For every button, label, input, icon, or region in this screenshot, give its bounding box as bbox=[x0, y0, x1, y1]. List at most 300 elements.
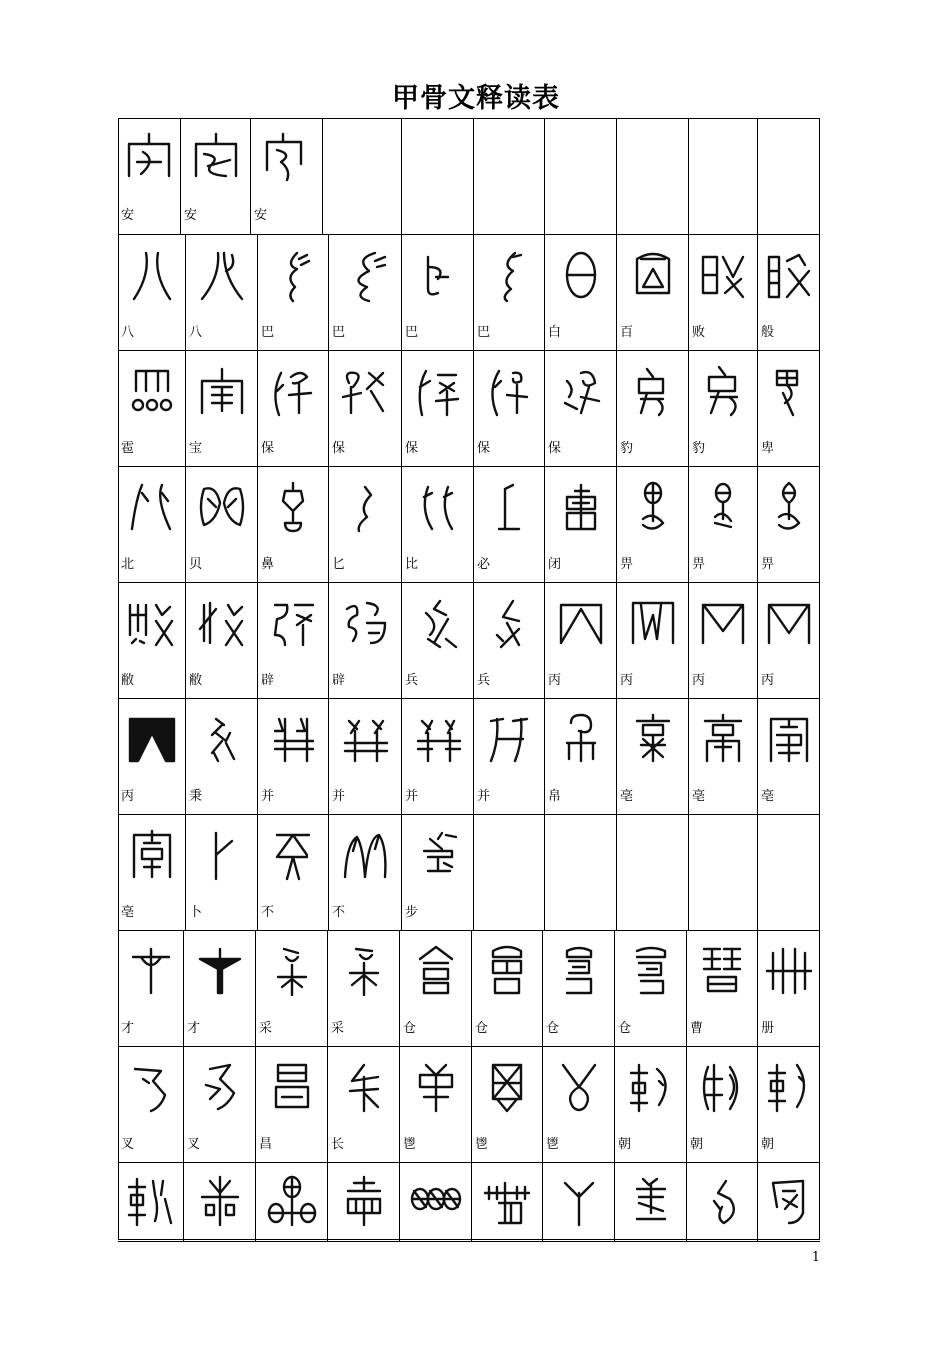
glyph-drawing bbox=[412, 594, 464, 652]
glyph-drawing bbox=[126, 246, 178, 304]
glyph-drawing bbox=[126, 362, 178, 420]
character-cell bbox=[258, 351, 329, 467]
character-label: 巴 bbox=[332, 325, 346, 340]
oracle-bone-glyph bbox=[689, 477, 757, 537]
glyph-drawing bbox=[126, 594, 178, 652]
glyph-drawing bbox=[194, 1172, 246, 1230]
character-cell bbox=[474, 699, 545, 815]
character-cell bbox=[758, 235, 820, 351]
oracle-bone-glyph bbox=[258, 709, 328, 769]
oracle-bone-glyph bbox=[400, 1171, 471, 1231]
table-row bbox=[118, 930, 820, 1047]
glyph-drawing bbox=[555, 478, 607, 536]
glyph-drawing bbox=[625, 942, 677, 1000]
table-row bbox=[118, 350, 820, 467]
glyph-drawing bbox=[267, 246, 319, 304]
character-cell bbox=[545, 351, 617, 467]
glyph-drawing bbox=[339, 362, 391, 420]
character-cell bbox=[186, 583, 258, 699]
character-cell bbox=[186, 235, 258, 351]
character-cell bbox=[400, 1163, 472, 1241]
character-label: 亳 bbox=[692, 789, 706, 804]
table-row bbox=[118, 698, 820, 815]
character-cell bbox=[181, 118, 251, 234]
glyph-drawing bbox=[194, 1058, 246, 1116]
oracle-bone-glyph bbox=[472, 1171, 542, 1231]
oracle-bone-glyph bbox=[617, 477, 688, 537]
oracle-bone-glyph bbox=[118, 593, 185, 653]
oracle-bone-glyph bbox=[329, 709, 401, 769]
character-label: 巴 bbox=[405, 325, 419, 340]
oracle-bone-glyph bbox=[258, 245, 328, 305]
glyph-drawing bbox=[196, 594, 248, 652]
character-label: 朝 bbox=[690, 1137, 704, 1152]
oracle-bone-glyph bbox=[118, 709, 185, 769]
character-label: 豹 bbox=[620, 441, 634, 456]
glyph-drawing bbox=[555, 246, 607, 304]
character-cell bbox=[251, 118, 323, 234]
character-cell bbox=[402, 815, 474, 931]
oracle-bone-glyph bbox=[256, 1171, 327, 1231]
character-cell bbox=[474, 583, 545, 699]
character-cell bbox=[472, 1047, 543, 1163]
character-label: 鼻 bbox=[261, 557, 275, 572]
character-cell bbox=[402, 699, 474, 815]
glyph-drawing bbox=[627, 362, 679, 420]
character-cell bbox=[617, 235, 689, 351]
character-cell bbox=[543, 931, 615, 1047]
glyph-drawing bbox=[555, 594, 607, 652]
character-label: 畀 bbox=[692, 557, 706, 572]
oracle-bone-glyph bbox=[186, 361, 257, 421]
glyph-drawing bbox=[261, 129, 313, 187]
table-row bbox=[118, 582, 820, 699]
glyph-drawing bbox=[190, 129, 242, 187]
glyph-drawing bbox=[627, 710, 679, 768]
oracle-bone-glyph bbox=[118, 1171, 183, 1231]
table-row bbox=[118, 234, 820, 351]
character-label: 仓 bbox=[618, 1021, 632, 1036]
character-label: 并 bbox=[261, 789, 275, 804]
oracle-bone-glyph bbox=[545, 245, 616, 305]
oracle-bone-glyph bbox=[543, 1171, 614, 1231]
character-cell bbox=[545, 699, 617, 815]
character-cell bbox=[545, 118, 617, 234]
oracle-bone-glyph bbox=[118, 1057, 183, 1117]
character-cell bbox=[689, 815, 758, 931]
oracle-bone-glyph bbox=[472, 941, 542, 1001]
character-label: 贝 bbox=[189, 557, 203, 572]
glyph-drawing bbox=[625, 1172, 677, 1230]
oracle-bone-glyph bbox=[186, 593, 257, 653]
character-cell bbox=[687, 1163, 758, 1241]
character-cell bbox=[689, 118, 758, 234]
character-cell bbox=[689, 583, 758, 699]
character-label: 八 bbox=[189, 325, 203, 340]
character-label: 辟 bbox=[261, 673, 275, 688]
glyph-drawing bbox=[338, 1172, 390, 1230]
oracle-bone-glyph bbox=[474, 361, 544, 421]
oracle-bone-glyph bbox=[615, 1171, 686, 1231]
character-cell bbox=[758, 583, 820, 699]
glyph-drawing bbox=[763, 710, 815, 768]
glyph-drawing bbox=[196, 710, 248, 768]
character-cell bbox=[689, 351, 758, 467]
character-label: 步 bbox=[405, 905, 419, 920]
glyph-drawing bbox=[763, 594, 815, 652]
character-label: 八 bbox=[121, 325, 135, 340]
character-cell bbox=[118, 1047, 184, 1163]
character-label: 鬯 bbox=[403, 1137, 417, 1152]
character-cell bbox=[758, 699, 820, 815]
character-label: 畀 bbox=[620, 557, 634, 572]
oracle-bone-glyph bbox=[256, 1057, 327, 1117]
character-cell bbox=[402, 351, 474, 467]
character-cell bbox=[184, 931, 256, 1047]
oracle-bone-glyph bbox=[545, 593, 616, 653]
glyph-drawing bbox=[553, 1058, 605, 1116]
character-label: 鬯 bbox=[546, 1137, 560, 1152]
glyph-drawing bbox=[697, 246, 749, 304]
glyph-drawing bbox=[196, 826, 248, 884]
glyph-drawing bbox=[763, 246, 815, 304]
character-label: 辟 bbox=[332, 673, 346, 688]
glyph-drawing bbox=[412, 826, 464, 884]
character-label: 保 bbox=[477, 441, 491, 456]
character-cell bbox=[615, 931, 687, 1047]
character-cell bbox=[617, 815, 689, 931]
character-cell bbox=[402, 583, 474, 699]
character-cell bbox=[545, 583, 617, 699]
oracle-bone-table bbox=[118, 118, 820, 1240]
character-label: 长 bbox=[331, 1137, 345, 1152]
oracle-bone-glyph bbox=[545, 477, 616, 537]
character-label: 保 bbox=[405, 441, 419, 456]
oracle-bone-glyph bbox=[256, 941, 327, 1001]
oracle-bone-glyph bbox=[251, 128, 322, 188]
character-cell bbox=[118, 235, 186, 351]
glyph-drawing bbox=[553, 1172, 605, 1230]
character-label: 不 bbox=[332, 905, 346, 920]
character-label: 并 bbox=[477, 789, 491, 804]
character-cell bbox=[329, 583, 402, 699]
character-cell bbox=[258, 235, 329, 351]
glyph-drawing bbox=[483, 362, 535, 420]
glyph-drawing bbox=[763, 362, 815, 420]
glyph-drawing bbox=[763, 1172, 815, 1230]
oracle-bone-glyph bbox=[472, 1057, 542, 1117]
glyph-drawing bbox=[483, 710, 535, 768]
glyph-drawing bbox=[412, 478, 464, 536]
oracle-bone-glyph bbox=[329, 361, 401, 421]
oracle-bone-glyph bbox=[118, 477, 185, 537]
table-row bbox=[118, 466, 820, 583]
character-label: 兵 bbox=[405, 673, 419, 688]
character-cell bbox=[186, 815, 258, 931]
oracle-bone-glyph bbox=[402, 361, 473, 421]
character-cell bbox=[186, 467, 258, 583]
oracle-bone-glyph bbox=[689, 709, 757, 769]
character-cell bbox=[118, 467, 186, 583]
character-label: 帛 bbox=[548, 789, 562, 804]
oracle-bone-glyph bbox=[329, 593, 401, 653]
character-cell bbox=[118, 351, 186, 467]
glyph-drawing bbox=[410, 942, 462, 1000]
page-title: 甲骨文释读表 bbox=[392, 83, 560, 114]
oracle-bone-glyph bbox=[402, 477, 473, 537]
character-label: 不 bbox=[261, 905, 275, 920]
character-cell bbox=[118, 583, 186, 699]
oracle-bone-glyph bbox=[402, 709, 473, 769]
oracle-bone-glyph bbox=[758, 1171, 820, 1231]
oracle-bone-glyph bbox=[474, 245, 544, 305]
glyph-drawing bbox=[338, 942, 390, 1000]
oracle-bone-glyph bbox=[186, 825, 257, 885]
glyph-drawing bbox=[481, 942, 533, 1000]
glyph-drawing bbox=[339, 594, 391, 652]
oracle-bone-glyph bbox=[328, 1057, 399, 1117]
glyph-drawing bbox=[123, 129, 175, 187]
glyph-drawing bbox=[410, 1172, 462, 1230]
oracle-bone-glyph bbox=[184, 1171, 255, 1231]
table-row bbox=[118, 814, 820, 931]
oracle-bone-glyph bbox=[617, 709, 688, 769]
character-cell bbox=[474, 118, 545, 234]
oracle-bone-glyph bbox=[543, 941, 614, 1001]
oracle-bone-glyph bbox=[474, 709, 544, 769]
oracle-bone-glyph bbox=[258, 477, 328, 537]
character-label: 亳 bbox=[121, 905, 135, 920]
character-cell bbox=[472, 931, 543, 1047]
oracle-bone-glyph bbox=[758, 593, 820, 653]
character-label: 鬯 bbox=[475, 1137, 489, 1152]
oracle-bone-glyph bbox=[118, 128, 180, 188]
glyph-drawing bbox=[339, 246, 391, 304]
character-label: 雹 bbox=[121, 441, 135, 456]
character-label: 巴 bbox=[477, 325, 491, 340]
table-row bbox=[118, 1046, 820, 1163]
character-label: 匕 bbox=[332, 557, 346, 572]
page-number: 1 bbox=[811, 1250, 820, 1265]
oracle-bone-glyph bbox=[258, 593, 328, 653]
oracle-bone-glyph bbox=[402, 593, 473, 653]
character-label: 并 bbox=[332, 789, 346, 804]
glyph-drawing bbox=[196, 362, 248, 420]
character-cell bbox=[543, 1047, 615, 1163]
character-label: 敝 bbox=[189, 673, 203, 688]
glyph-drawing bbox=[697, 362, 749, 420]
character-label: 保 bbox=[548, 441, 562, 456]
character-cell bbox=[328, 931, 400, 1047]
oracle-bone-glyph bbox=[329, 477, 401, 537]
glyph-drawing bbox=[125, 1058, 177, 1116]
character-label: 仓 bbox=[475, 1021, 489, 1036]
glyph-drawing bbox=[125, 942, 177, 1000]
oracle-bone-glyph bbox=[689, 361, 757, 421]
character-label: 亳 bbox=[761, 789, 775, 804]
glyph-drawing bbox=[763, 478, 815, 536]
character-cell bbox=[545, 467, 617, 583]
glyph-drawing bbox=[267, 710, 319, 768]
oracle-bone-glyph bbox=[617, 361, 688, 421]
character-label: 亳 bbox=[620, 789, 634, 804]
table-row bbox=[118, 118, 820, 234]
character-label: 叉 bbox=[187, 1137, 201, 1152]
character-cell bbox=[474, 815, 545, 931]
character-label: 仓 bbox=[403, 1021, 417, 1036]
oracle-bone-glyph bbox=[186, 709, 257, 769]
character-cell bbox=[328, 1163, 400, 1241]
character-cell bbox=[758, 467, 820, 583]
oracle-bone-glyph bbox=[329, 825, 401, 885]
character-label: 巴 bbox=[261, 325, 275, 340]
oracle-bone-glyph bbox=[687, 1057, 757, 1117]
character-cell bbox=[474, 235, 545, 351]
character-cell bbox=[615, 1163, 687, 1241]
character-cell bbox=[323, 118, 402, 234]
character-label: 丙 bbox=[692, 673, 706, 688]
glyph-drawing bbox=[763, 942, 815, 1000]
oracle-bone-glyph bbox=[186, 245, 257, 305]
character-label: 白 bbox=[548, 325, 562, 340]
character-cell bbox=[687, 931, 758, 1047]
glyph-drawing bbox=[412, 362, 464, 420]
character-label: 丙 bbox=[761, 673, 775, 688]
character-cell bbox=[258, 467, 329, 583]
character-label: 宝 bbox=[189, 441, 203, 456]
oracle-bone-glyph bbox=[687, 941, 757, 1001]
glyph-drawing bbox=[555, 362, 607, 420]
character-cell bbox=[329, 351, 402, 467]
character-label: 敝 bbox=[121, 673, 135, 688]
character-cell bbox=[758, 1163, 820, 1241]
oracle-bone-glyph bbox=[118, 825, 185, 885]
character-label: 闭 bbox=[548, 557, 562, 572]
glyph-drawing bbox=[339, 710, 391, 768]
oracle-bone-glyph bbox=[617, 245, 688, 305]
character-label: 比 bbox=[405, 557, 419, 572]
character-label: 仓 bbox=[546, 1021, 560, 1036]
character-label: 保 bbox=[332, 441, 346, 456]
glyph-drawing bbox=[196, 478, 248, 536]
glyph-drawing bbox=[338, 1058, 390, 1116]
character-cell bbox=[474, 467, 545, 583]
glyph-drawing bbox=[126, 710, 178, 768]
character-cell bbox=[402, 118, 474, 234]
character-label: 朝 bbox=[761, 1137, 775, 1152]
character-cell bbox=[118, 931, 184, 1047]
oracle-bone-glyph bbox=[758, 361, 820, 421]
glyph-drawing bbox=[126, 826, 178, 884]
oracle-bone-glyph bbox=[545, 361, 616, 421]
character-label: 采 bbox=[331, 1021, 345, 1036]
glyph-drawing bbox=[194, 942, 246, 1000]
glyph-drawing bbox=[410, 1058, 462, 1116]
glyph-drawing bbox=[481, 1058, 533, 1116]
character-cell bbox=[689, 467, 758, 583]
character-label: 百 bbox=[620, 325, 634, 340]
character-cell bbox=[758, 1047, 820, 1163]
character-label: 安 bbox=[254, 208, 268, 223]
glyph-drawing bbox=[412, 710, 464, 768]
character-label: 安 bbox=[121, 208, 135, 223]
oracle-bone-glyph bbox=[328, 941, 399, 1001]
character-label: 畀 bbox=[761, 557, 775, 572]
character-cell bbox=[118, 118, 181, 234]
character-label: 叉 bbox=[121, 1137, 135, 1152]
character-cell bbox=[258, 583, 329, 699]
glyph-drawing bbox=[696, 1058, 748, 1116]
oracle-bone-glyph bbox=[543, 1057, 614, 1117]
oracle-bone-glyph bbox=[758, 1057, 820, 1117]
character-label: 册 bbox=[761, 1021, 775, 1036]
character-cell bbox=[543, 1163, 615, 1241]
glyph-drawing bbox=[266, 1172, 318, 1230]
oracle-bone-glyph bbox=[758, 709, 820, 769]
character-cell bbox=[615, 1047, 687, 1163]
glyph-drawing bbox=[266, 942, 318, 1000]
oracle-bone-glyph bbox=[758, 941, 820, 1001]
glyph-drawing bbox=[125, 1172, 177, 1230]
glyph-drawing bbox=[267, 826, 319, 884]
character-cell bbox=[329, 235, 402, 351]
glyph-drawing bbox=[763, 1058, 815, 1116]
oracle-bone-glyph bbox=[258, 361, 328, 421]
oracle-bone-glyph bbox=[181, 128, 250, 188]
glyph-drawing bbox=[697, 594, 749, 652]
oracle-bone-glyph bbox=[474, 593, 544, 653]
oracle-bone-glyph bbox=[758, 477, 820, 537]
oracle-bone-glyph bbox=[758, 245, 820, 305]
character-label: 朝 bbox=[618, 1137, 632, 1152]
table-row bbox=[118, 1162, 820, 1242]
character-label: 丙 bbox=[548, 673, 562, 688]
oracle-bone-glyph bbox=[184, 941, 255, 1001]
glyph-drawing bbox=[126, 478, 178, 536]
character-cell bbox=[758, 815, 820, 931]
character-cell bbox=[186, 351, 258, 467]
glyph-drawing bbox=[339, 478, 391, 536]
glyph-drawing bbox=[483, 478, 535, 536]
oracle-bone-glyph bbox=[474, 477, 544, 537]
glyph-drawing bbox=[627, 246, 679, 304]
character-label: 卑 bbox=[761, 441, 775, 456]
oracle-bone-glyph bbox=[615, 941, 686, 1001]
oracle-bone-glyph bbox=[118, 245, 185, 305]
glyph-drawing bbox=[625, 1058, 677, 1116]
character-label: 北 bbox=[121, 557, 135, 572]
character-cell bbox=[258, 815, 329, 931]
character-cell bbox=[474, 351, 545, 467]
character-cell bbox=[118, 1163, 184, 1241]
oracle-bone-glyph bbox=[400, 941, 471, 1001]
character-label: 并 bbox=[405, 789, 419, 804]
character-cell bbox=[545, 235, 617, 351]
character-cell bbox=[545, 815, 617, 931]
glyph-drawing bbox=[555, 710, 607, 768]
character-cell bbox=[118, 815, 186, 931]
glyph-drawing bbox=[266, 1058, 318, 1116]
oracle-bone-glyph bbox=[118, 941, 183, 1001]
character-cell bbox=[118, 699, 186, 815]
glyph-drawing bbox=[267, 594, 319, 652]
glyph-drawing bbox=[696, 942, 748, 1000]
character-cell bbox=[617, 699, 689, 815]
glyph-drawing bbox=[697, 710, 749, 768]
glyph-drawing bbox=[696, 1172, 748, 1230]
character-cell bbox=[184, 1163, 256, 1241]
character-label: 才 bbox=[121, 1021, 135, 1036]
